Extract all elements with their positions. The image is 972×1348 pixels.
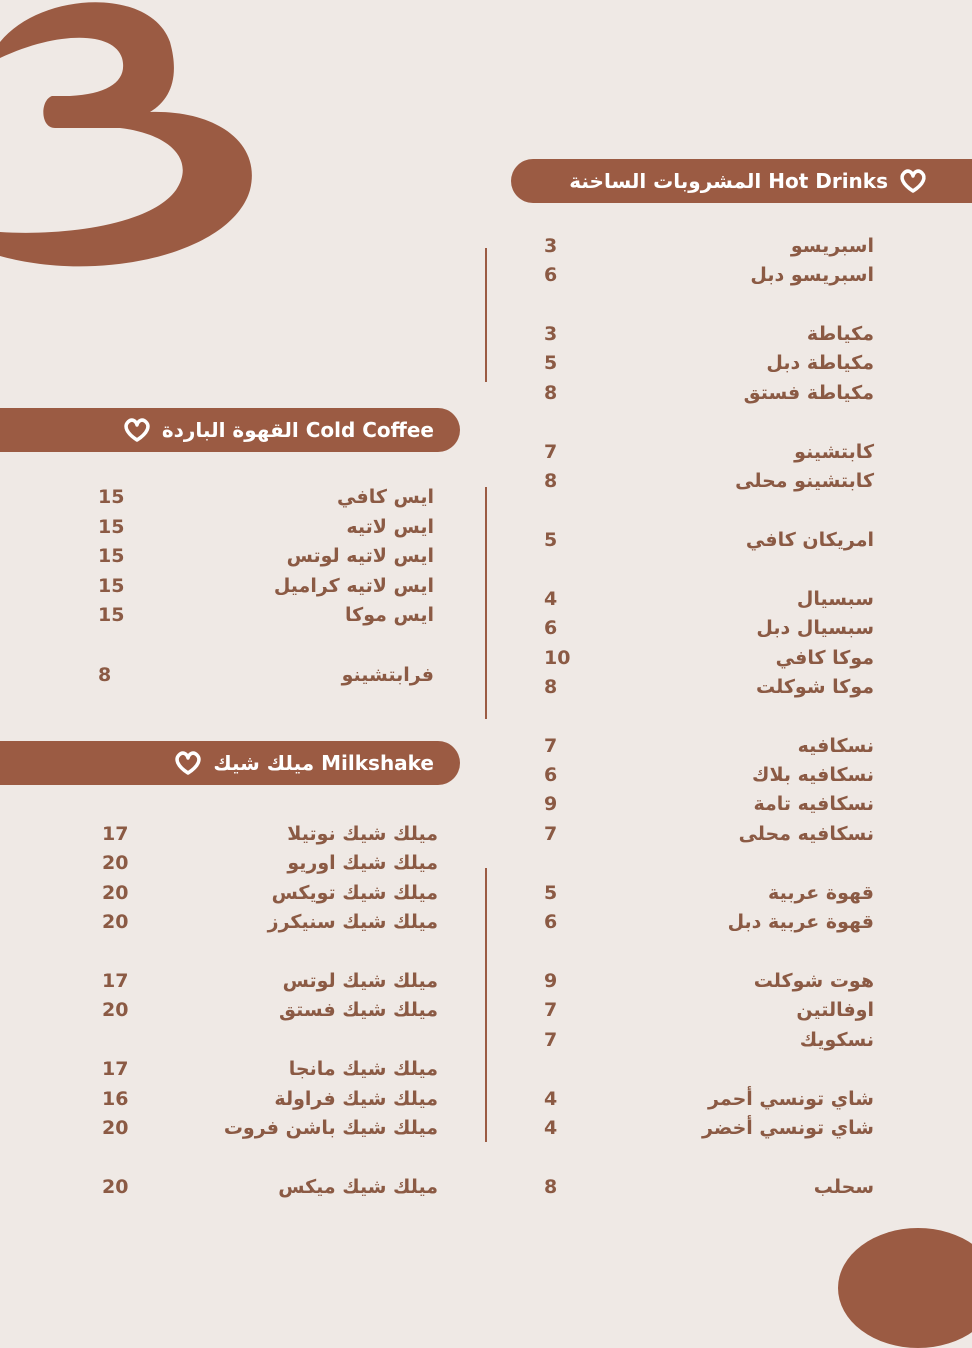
brand-logo-icon (0, 0, 270, 280)
item-name: هوت شوكلت (753, 970, 874, 992)
menu-item (96, 545, 434, 571)
item-price: 4 (544, 1117, 558, 1139)
item-name: شاي تونسي أخضر (702, 1117, 874, 1139)
item-price: 9 (544, 970, 558, 992)
menu-item (540, 793, 874, 819)
menu-item (540, 882, 874, 908)
item-price: 8 (544, 382, 558, 404)
item-name: ايس لاتيه كراميل (273, 575, 434, 597)
item-price: 6 (544, 764, 558, 786)
item-name: كابتشينو محلى (735, 470, 874, 492)
menu-item (96, 604, 434, 630)
item-name: سحلب (813, 1176, 874, 1198)
menu-item (540, 617, 874, 643)
item-price: 8 (544, 470, 558, 492)
menu-item (100, 1176, 438, 1202)
item-price: 15 (98, 486, 125, 508)
menu-item (540, 529, 874, 555)
item-name: ميلك شيك لوتس (282, 970, 438, 992)
item-price: 7 (544, 1029, 558, 1051)
item-price: 17 (102, 1058, 129, 1080)
menu-item (540, 911, 874, 937)
item-name: شاي تونسي أحمر (708, 1088, 874, 1110)
item-price: 20 (102, 852, 129, 874)
item-name: اوفالتين (796, 999, 874, 1021)
item-price: 20 (102, 882, 129, 904)
item-name: ميلك شيك فستق (279, 999, 438, 1021)
item-name: امريكان كافي (745, 529, 874, 551)
item-price: 8 (544, 676, 558, 698)
heart-icon (173, 750, 203, 776)
menu-item (100, 1117, 438, 1143)
heart-icon (122, 417, 152, 443)
menu-item (540, 647, 874, 673)
menu-item (96, 575, 434, 601)
item-price: 3 (544, 323, 558, 345)
menu-item (100, 852, 438, 878)
item-price: 20 (102, 911, 129, 933)
item-price: 20 (102, 1176, 129, 1198)
corner-decoration (838, 1228, 972, 1348)
divider-line (485, 487, 487, 719)
item-name: ميلك شيك مانجا (288, 1058, 438, 1080)
item-price: 5 (544, 352, 558, 374)
item-price: 4 (544, 1088, 558, 1110)
menu-item (540, 323, 874, 349)
menu-item (540, 1029, 874, 1055)
menu-item (540, 823, 874, 849)
item-name: نسكافيه محلى (738, 823, 874, 845)
menu-item (100, 882, 438, 908)
menu-item (540, 382, 874, 408)
cold-coffee-banner (0, 408, 460, 452)
item-price: 7 (544, 735, 558, 757)
menu-item (100, 999, 438, 1025)
menu-item (540, 441, 874, 467)
item-name: نسكافيه بلاك (752, 764, 874, 786)
item-name: ميلك شيك نوتيلا (287, 823, 438, 845)
item-name: ايس لاتيه (346, 516, 434, 538)
item-price: 17 (102, 970, 129, 992)
milkshake-banner (0, 741, 460, 785)
milkshake-title: ميلك شيك Milkshake (213, 751, 434, 775)
item-name: ميلك شيك فراولة (274, 1088, 438, 1110)
item-name: ايس كافي (337, 486, 434, 508)
heart-icon (898, 168, 928, 194)
item-price: 17 (102, 823, 129, 845)
item-price: 8 (98, 664, 112, 686)
item-name: مكياطة فستق (743, 382, 874, 404)
menu-item (540, 676, 874, 702)
item-price: 6 (544, 264, 558, 286)
item-price: 8 (544, 1176, 558, 1198)
menu-item (100, 911, 438, 937)
item-price: 5 (544, 882, 558, 904)
hot-drinks-title: المشروبات الساخنة Hot Drinks (569, 169, 888, 193)
item-name: موكا شوكلت (756, 676, 874, 698)
menu-item (100, 1058, 438, 1084)
item-price: 9 (544, 793, 558, 815)
item-price: 15 (98, 516, 125, 538)
item-name: قهوة عربية دبل (727, 911, 874, 933)
menu-item (540, 470, 874, 496)
item-price: 3 (544, 235, 558, 257)
item-name: اسبريسو دبل (750, 264, 874, 286)
cold-coffee-title: القهوة الباردة Cold Coffee (161, 418, 434, 442)
item-name: اسبريسو (790, 235, 874, 257)
item-name: ايس موكا (345, 604, 434, 626)
menu-item (100, 823, 438, 849)
menu-item (540, 1176, 874, 1202)
item-price: 20 (102, 999, 129, 1021)
menu-item (540, 235, 874, 261)
item-name: ميلك شيك اوريو (287, 852, 438, 874)
item-name: نسكافيه تامة (753, 793, 874, 815)
menu-item (540, 999, 874, 1025)
item-price: 5 (544, 529, 558, 551)
item-name: فرابتشينو (341, 664, 434, 686)
menu-item (540, 264, 874, 290)
menu-item (96, 486, 434, 512)
item-price: 15 (98, 575, 125, 597)
menu-item (540, 735, 874, 761)
item-name: نسكافيه (797, 735, 874, 757)
divider-line (485, 868, 487, 1142)
item-name: ميلك شيك سنيكرز (267, 911, 438, 933)
item-name: نسكويك (799, 1029, 874, 1051)
item-name: مكياطة (806, 323, 874, 345)
item-name: ميلك شيك باشن فروت (223, 1117, 438, 1139)
item-price: 7 (544, 823, 558, 845)
item-price: 7 (544, 441, 558, 463)
item-price: 15 (98, 604, 125, 626)
menu-item (540, 588, 874, 614)
menu-item (540, 1117, 874, 1143)
menu-item (96, 664, 434, 690)
item-name: سبسيال دبل (756, 617, 874, 639)
menu-item (100, 1088, 438, 1114)
item-price: 6 (544, 617, 558, 639)
item-name: قهوة عربية (768, 882, 874, 904)
menu-item (96, 516, 434, 542)
divider-line (485, 248, 487, 382)
item-price: 4 (544, 588, 558, 610)
item-name: ميلك شيك تويكس (271, 882, 438, 904)
item-price: 16 (102, 1088, 129, 1110)
item-price: 10 (544, 647, 571, 669)
menu-item (540, 352, 874, 378)
item-name: موكا كافي (775, 647, 874, 669)
item-name: سبسيال (796, 588, 874, 610)
item-price: 15 (98, 545, 125, 567)
item-name: ايس لاتيه لوتس (286, 545, 434, 567)
item-price: 6 (544, 911, 558, 933)
menu-item (100, 970, 438, 996)
item-price: 20 (102, 1117, 129, 1139)
menu-item (540, 1088, 874, 1114)
menu-item (540, 764, 874, 790)
item-name: مكياطة دبل (766, 352, 874, 374)
item-price: 7 (544, 999, 558, 1021)
item-name: كابتشينو (794, 441, 874, 463)
hot-drinks-banner (511, 159, 972, 203)
item-name: ميلك شيك ميكس (278, 1176, 438, 1198)
menu-item (540, 970, 874, 996)
